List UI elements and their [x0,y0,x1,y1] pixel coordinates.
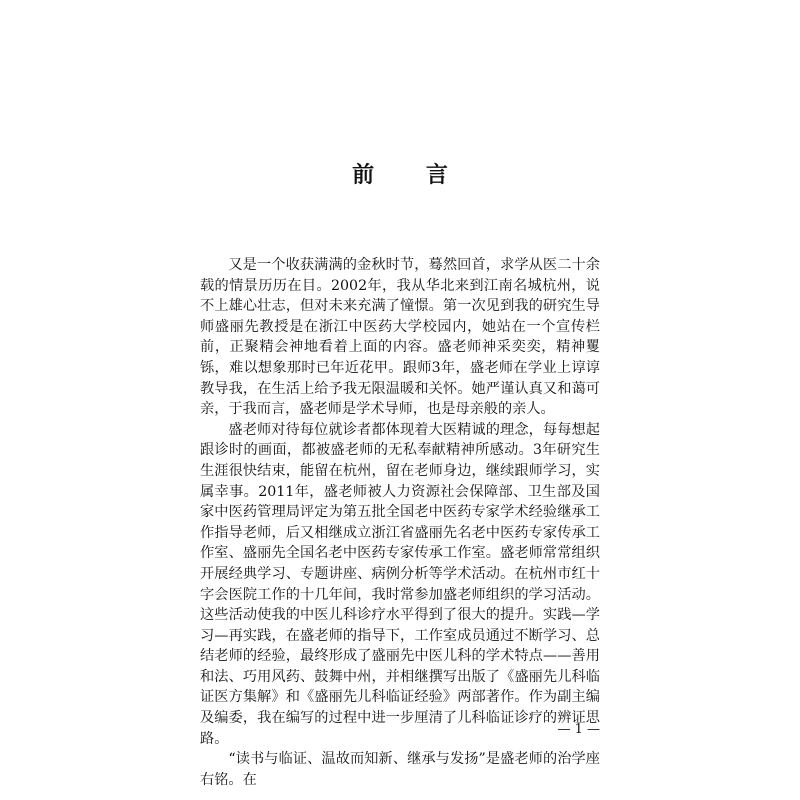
page-title: 前 言 [352,162,470,188]
paragraph: 又是一个收获满满的金秋时节，蓦然回首，求学从医二十余载的情景历历在目。2002年，我从华北来到江南名城杭州，说不上雄心壮志，但对未来充满了憧憬。第一次见到我的研究生导师盛丽先教授是在浙江中医药大学校园内，她站在一个宣传栏前，正聚精会神地看着上面的内容。盛老师神采奕奕，精神矍铄，难以想象那时已年近花甲。跟师3年，盛老师在学业上谆谆教导我，在生活上给予我无限温暖和关怀。她严谨认真又和蔼可亲，于我而言，盛老师是学术导师，也是母亲般的亲人。 [200,257,600,418]
paragraph: 盛老师对待每位就诊者都体现着大医精诚的理念，每每想起跟诊时的画面，都被盛老师的无私奉献精神所感动。3年研究生生涯很快结束，能留在杭州，留在老师身边，继续跟师学习，实属幸事。2011年，盛老师被人力资源社会保障部、卫生部及国家中医药管理局评定为第五批全国老中医药专家学术经验继承工作指导老师，后又相继成立浙江省盛丽先名老中医药专家传承工作室、盛丽先全国名老中医药专家传承工作室。盛老师常常组织开展经典学习、专题讲座、病例分析等学术活动。在杭州市红十字会医院工作的十几年间，我时常参加盛老师组织的学习活动。这些活动使我的中医儿科诊疗水平得到了很大的提升。实践—学习—再实践，在盛老师的指导下，工作室成员通过不断学习、总结老师的经验，最终形成了盛丽先中医儿科的学术特点——善用和法、巧用风药、鼓舞中州，并相继撰写出版了《盛丽先儿科临证医方集解》和《盛丽先儿科临证经验》两部著作。作为副主编及编委，我在编写的过程中进一步厘清了儿科临证诊疗的辨证思路。 [200,421,600,747]
page-number: — 1 — [557,722,600,737]
body-text [200,255,600,790]
paragraph: “读书与临证、温故而知新、继承与发扬”是盛老师的治学座右铭。在 [200,751,600,788]
